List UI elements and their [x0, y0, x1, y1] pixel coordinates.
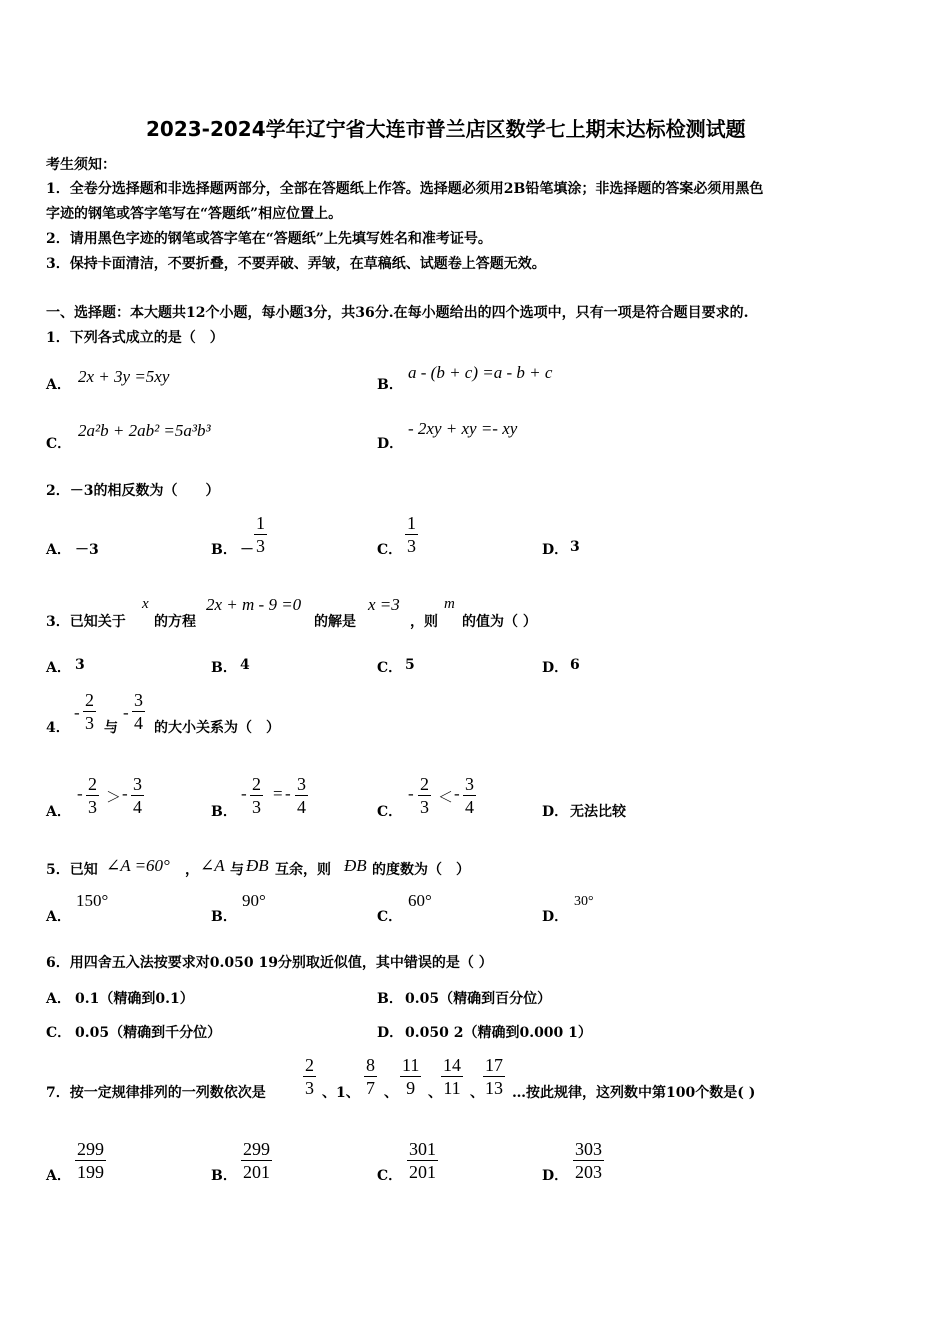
q3-label-c: C．: [377, 660, 403, 676]
q4-stem-tail: 的大小关系为（ ）: [154, 720, 280, 736]
q5-option-b: 90°: [242, 891, 266, 910]
fraction-numerator: 1: [407, 513, 416, 533]
fraction-numerator: 1: [256, 513, 265, 533]
q4-minus: -: [74, 703, 80, 722]
q7-seq-fraction-1: [303, 1054, 316, 1099]
fraction-denominator: 3: [407, 536, 416, 556]
fraction-numerator: 3: [297, 774, 306, 794]
q3-stem-part-1: 3．已知关于: [46, 614, 126, 630]
q2-label-a: A．: [46, 542, 71, 558]
q2-option-b-fraction: [254, 512, 267, 557]
q1-label-c: C．: [46, 436, 72, 452]
q7-label-c: C．: [377, 1168, 403, 1184]
q7-seq-fraction-2: [364, 1054, 377, 1099]
fraction-numerator: 2: [420, 774, 429, 794]
q7-option-a-fraction: [75, 1138, 106, 1183]
q4-label-a: A．: [46, 804, 71, 820]
q7-option-c-fraction: [407, 1138, 438, 1183]
fraction-denominator: 4: [133, 797, 142, 817]
fraction-numerator: 17: [485, 1055, 503, 1075]
fraction-numerator: 11: [402, 1055, 420, 1075]
q4-minus: -: [77, 784, 83, 803]
q4-a-fraction-1: [86, 773, 99, 818]
q3-stem-part-3: 的解是: [314, 614, 356, 630]
fraction-numerator: 303: [575, 1139, 602, 1159]
q7-seq-fraction-4: [441, 1054, 463, 1099]
q2-option-d: 3: [570, 539, 580, 555]
q3-label-b: B．: [211, 660, 237, 676]
fraction-denominator: 3: [305, 1078, 314, 1098]
q5-label-c: C．: [377, 909, 403, 925]
fraction-numerator: 2: [85, 690, 94, 710]
q2-label-d: D．: [542, 542, 569, 558]
q3-var-x: x: [142, 596, 149, 612]
q4-minus: -: [285, 784, 291, 803]
q2-option-a: －3: [75, 542, 99, 558]
q4-option-d: 无法比较: [570, 804, 626, 820]
q7-separator: 、: [470, 1085, 484, 1101]
fraction-numerator: 2: [252, 774, 261, 794]
notice-line-3: 3．保持卡面清洁，不要折叠，不要弄破、弄皱，在草稿纸、试题卷上答题无效。: [46, 256, 546, 272]
q4-fraction-2: [132, 689, 145, 734]
fraction-numerator: 299: [77, 1139, 104, 1159]
section-heading: 一、选择题：本大题共12个小题，每小题3分，共36分.在每小题给出的四个选项中，只有一项是符合题目要求的.: [46, 305, 749, 321]
q6-label-d: D．: [377, 1025, 404, 1041]
q5-stem-part-1: 5．已知: [46, 862, 98, 878]
q6-option-b: 0.05（精确到百分位）: [405, 991, 552, 1007]
q4-number: 4．: [46, 720, 70, 736]
q7-separator: 、: [384, 1085, 398, 1101]
q4-minus: -: [241, 784, 247, 803]
q4-minus: -: [123, 703, 129, 722]
fraction-numerator: 2: [305, 1055, 314, 1075]
fraction-denominator: 11: [443, 1078, 461, 1098]
q2-option-b-sign: －: [240, 542, 254, 558]
q5-option-d: 30°: [574, 894, 594, 909]
notice-heading: 考生须知：: [46, 157, 116, 173]
q1-label-d: D．: [377, 436, 404, 452]
q3-label-d: D．: [542, 660, 569, 676]
q7-option-b-fraction: [241, 1138, 272, 1183]
fraction-numerator: 8: [366, 1055, 375, 1075]
q5-label-d: D．: [542, 909, 569, 925]
fraction-numerator: 3: [465, 774, 474, 794]
q3-option-b: 4: [240, 657, 250, 673]
q3-var-m: m: [444, 596, 455, 612]
q1-option-a: 2x + 3y =5xy: [78, 367, 170, 386]
q7-stem-tail: …按此规律，这列数中第100个数是( ): [512, 1085, 756, 1101]
fraction-denominator: 3: [252, 797, 261, 817]
q4-label-c: C．: [377, 804, 403, 820]
q1-stem: 1．下列各式成立的是（ ）: [46, 330, 224, 346]
q1-option-b: a - (b + c) =a - b + c: [408, 363, 553, 382]
q4-c-fraction-2: [463, 773, 476, 818]
q5-option-a: 150°: [76, 891, 109, 910]
q5-stem-part-2: ，: [185, 862, 199, 878]
q4-lt-sign: ＜: [438, 790, 454, 806]
q3-stem-part-4: ，则: [410, 614, 438, 630]
q5-angle-a: ∠A: [200, 856, 225, 875]
q5-stem-part-5: 的度数为（ ）: [372, 862, 470, 878]
fraction-numerator: 14: [443, 1055, 461, 1075]
q5-label-b: B．: [211, 909, 237, 925]
q4-b-fraction-1: [250, 773, 263, 818]
q4-minus: -: [454, 784, 460, 803]
q5-angle-b: ÐB: [246, 856, 269, 875]
fraction-denominator: 201: [409, 1162, 436, 1182]
q5-angle-a-value: ∠A =60°: [106, 856, 170, 875]
q5-label-a: A．: [46, 909, 71, 925]
q4-label-d: D．: [542, 804, 569, 820]
q2-label-b: B．: [211, 542, 237, 558]
fraction-denominator: 7: [366, 1078, 375, 1098]
q3-option-c: 5: [405, 657, 415, 673]
notice-line-1: 1．全卷分选择题和非选择题两部分，全部在答题纸上作答。选择题必须用2B铅笔填涂；非选择题的答案必须用黑色: [46, 181, 764, 197]
q2-option-c-fraction: [405, 512, 418, 557]
q7-seq-fraction-5: [483, 1054, 505, 1099]
q3-stem-part-2: 的方程: [154, 614, 196, 630]
q3-option-d: 6: [570, 657, 580, 673]
fraction-denominator: 4: [134, 713, 143, 733]
q1-label-a: A．: [46, 377, 71, 393]
fraction-denominator: 3: [85, 713, 94, 733]
q4-c-fraction-1: [418, 773, 431, 818]
q6-option-a: 0.1（精确到0.1）: [75, 991, 194, 1007]
q3-equation: 2x + m - 9 =0: [206, 595, 302, 614]
q7-option-d-fraction: [573, 1138, 604, 1183]
q7-label-a: A．: [46, 1168, 71, 1184]
fraction-denominator: 203: [575, 1162, 602, 1182]
q7-stem-part-1: 7．按一定规律排列的一列数依次是: [46, 1085, 266, 1101]
fraction-denominator: 9: [406, 1078, 416, 1098]
q4-a-fraction-2: [131, 773, 144, 818]
q1-option-d: - 2xy + xy =- xy: [408, 419, 518, 438]
q3-label-a: A．: [46, 660, 71, 676]
q4-with: 与: [104, 720, 118, 736]
q6-option-c: 0.05（精确到千分位）: [75, 1025, 222, 1041]
q5-stem-part-4: 互余，则: [275, 862, 331, 878]
q7-label-d: D．: [542, 1168, 569, 1184]
q4-minus: -: [408, 784, 414, 803]
q6-label-a: A．: [46, 991, 71, 1007]
fraction-numerator: 299: [243, 1139, 270, 1159]
q6-label-c: C．: [46, 1025, 72, 1041]
fraction-numerator: 301: [409, 1139, 436, 1159]
q1-option-c: 2a²b + 2ab² =5a³b³: [78, 421, 211, 440]
q7-label-b: B．: [211, 1168, 237, 1184]
q3-solution: x =3: [368, 595, 400, 614]
q6-label-b: B．: [377, 991, 403, 1007]
page-title: 2023-2024学年辽宁省大连市普兰店区数学七上期末达标检测试题: [146, 117, 746, 141]
fraction-denominator: 4: [465, 797, 474, 817]
fraction-numerator: 3: [134, 690, 143, 710]
q6-option-d: 0.050 2（精确到0.000 1）: [405, 1025, 592, 1041]
q2-stem: 2．－3的相反数为（ ）: [46, 483, 220, 499]
fraction-denominator: 3: [88, 797, 97, 817]
fraction-denominator: 199: [77, 1162, 104, 1182]
q2-label-c: C．: [377, 542, 403, 558]
q5-stem-part-3: 与: [230, 862, 244, 878]
fraction-numerator: 2: [88, 774, 97, 794]
q4-label-b: B．: [211, 804, 237, 820]
q4-eq-sign: =: [273, 784, 283, 803]
fraction-denominator: 4: [297, 797, 306, 817]
q7-separator: 、: [428, 1085, 442, 1101]
q5-option-c: 60°: [408, 891, 432, 910]
q5-angle-b-2: ÐB: [344, 856, 367, 875]
q4-b-fraction-2: [295, 773, 308, 818]
q4-fraction-1: [83, 689, 96, 734]
fraction-numerator: 3: [133, 774, 142, 794]
notice-line-1b: 字迹的钢笔或答字笔写在“答题纸”相应位置上。: [46, 206, 343, 222]
fraction-denominator: 3: [256, 536, 265, 556]
q3-option-a: 3: [75, 657, 85, 673]
fraction-denominator: 13: [485, 1078, 503, 1098]
q1-label-b: B．: [377, 377, 403, 393]
q3-stem-part-5: 的值为（ ）: [462, 614, 537, 630]
fraction-denominator: 201: [243, 1162, 270, 1182]
fraction-denominator: 3: [420, 797, 429, 817]
q6-stem: 6．用四舍五入法按要求对0.050 19分别取近似值，其中错误的是（ ）: [46, 955, 493, 971]
q7-seq-fraction-3: [400, 1054, 421, 1099]
notice-line-2: 2．请用黑色字迹的钢笔或答字笔在“答题纸”上先填写姓名和准考证号。: [46, 231, 492, 247]
q4-gt-sign: ＞: [106, 790, 122, 806]
q7-separator: 、1、: [322, 1085, 360, 1101]
q4-minus: -: [122, 784, 128, 803]
